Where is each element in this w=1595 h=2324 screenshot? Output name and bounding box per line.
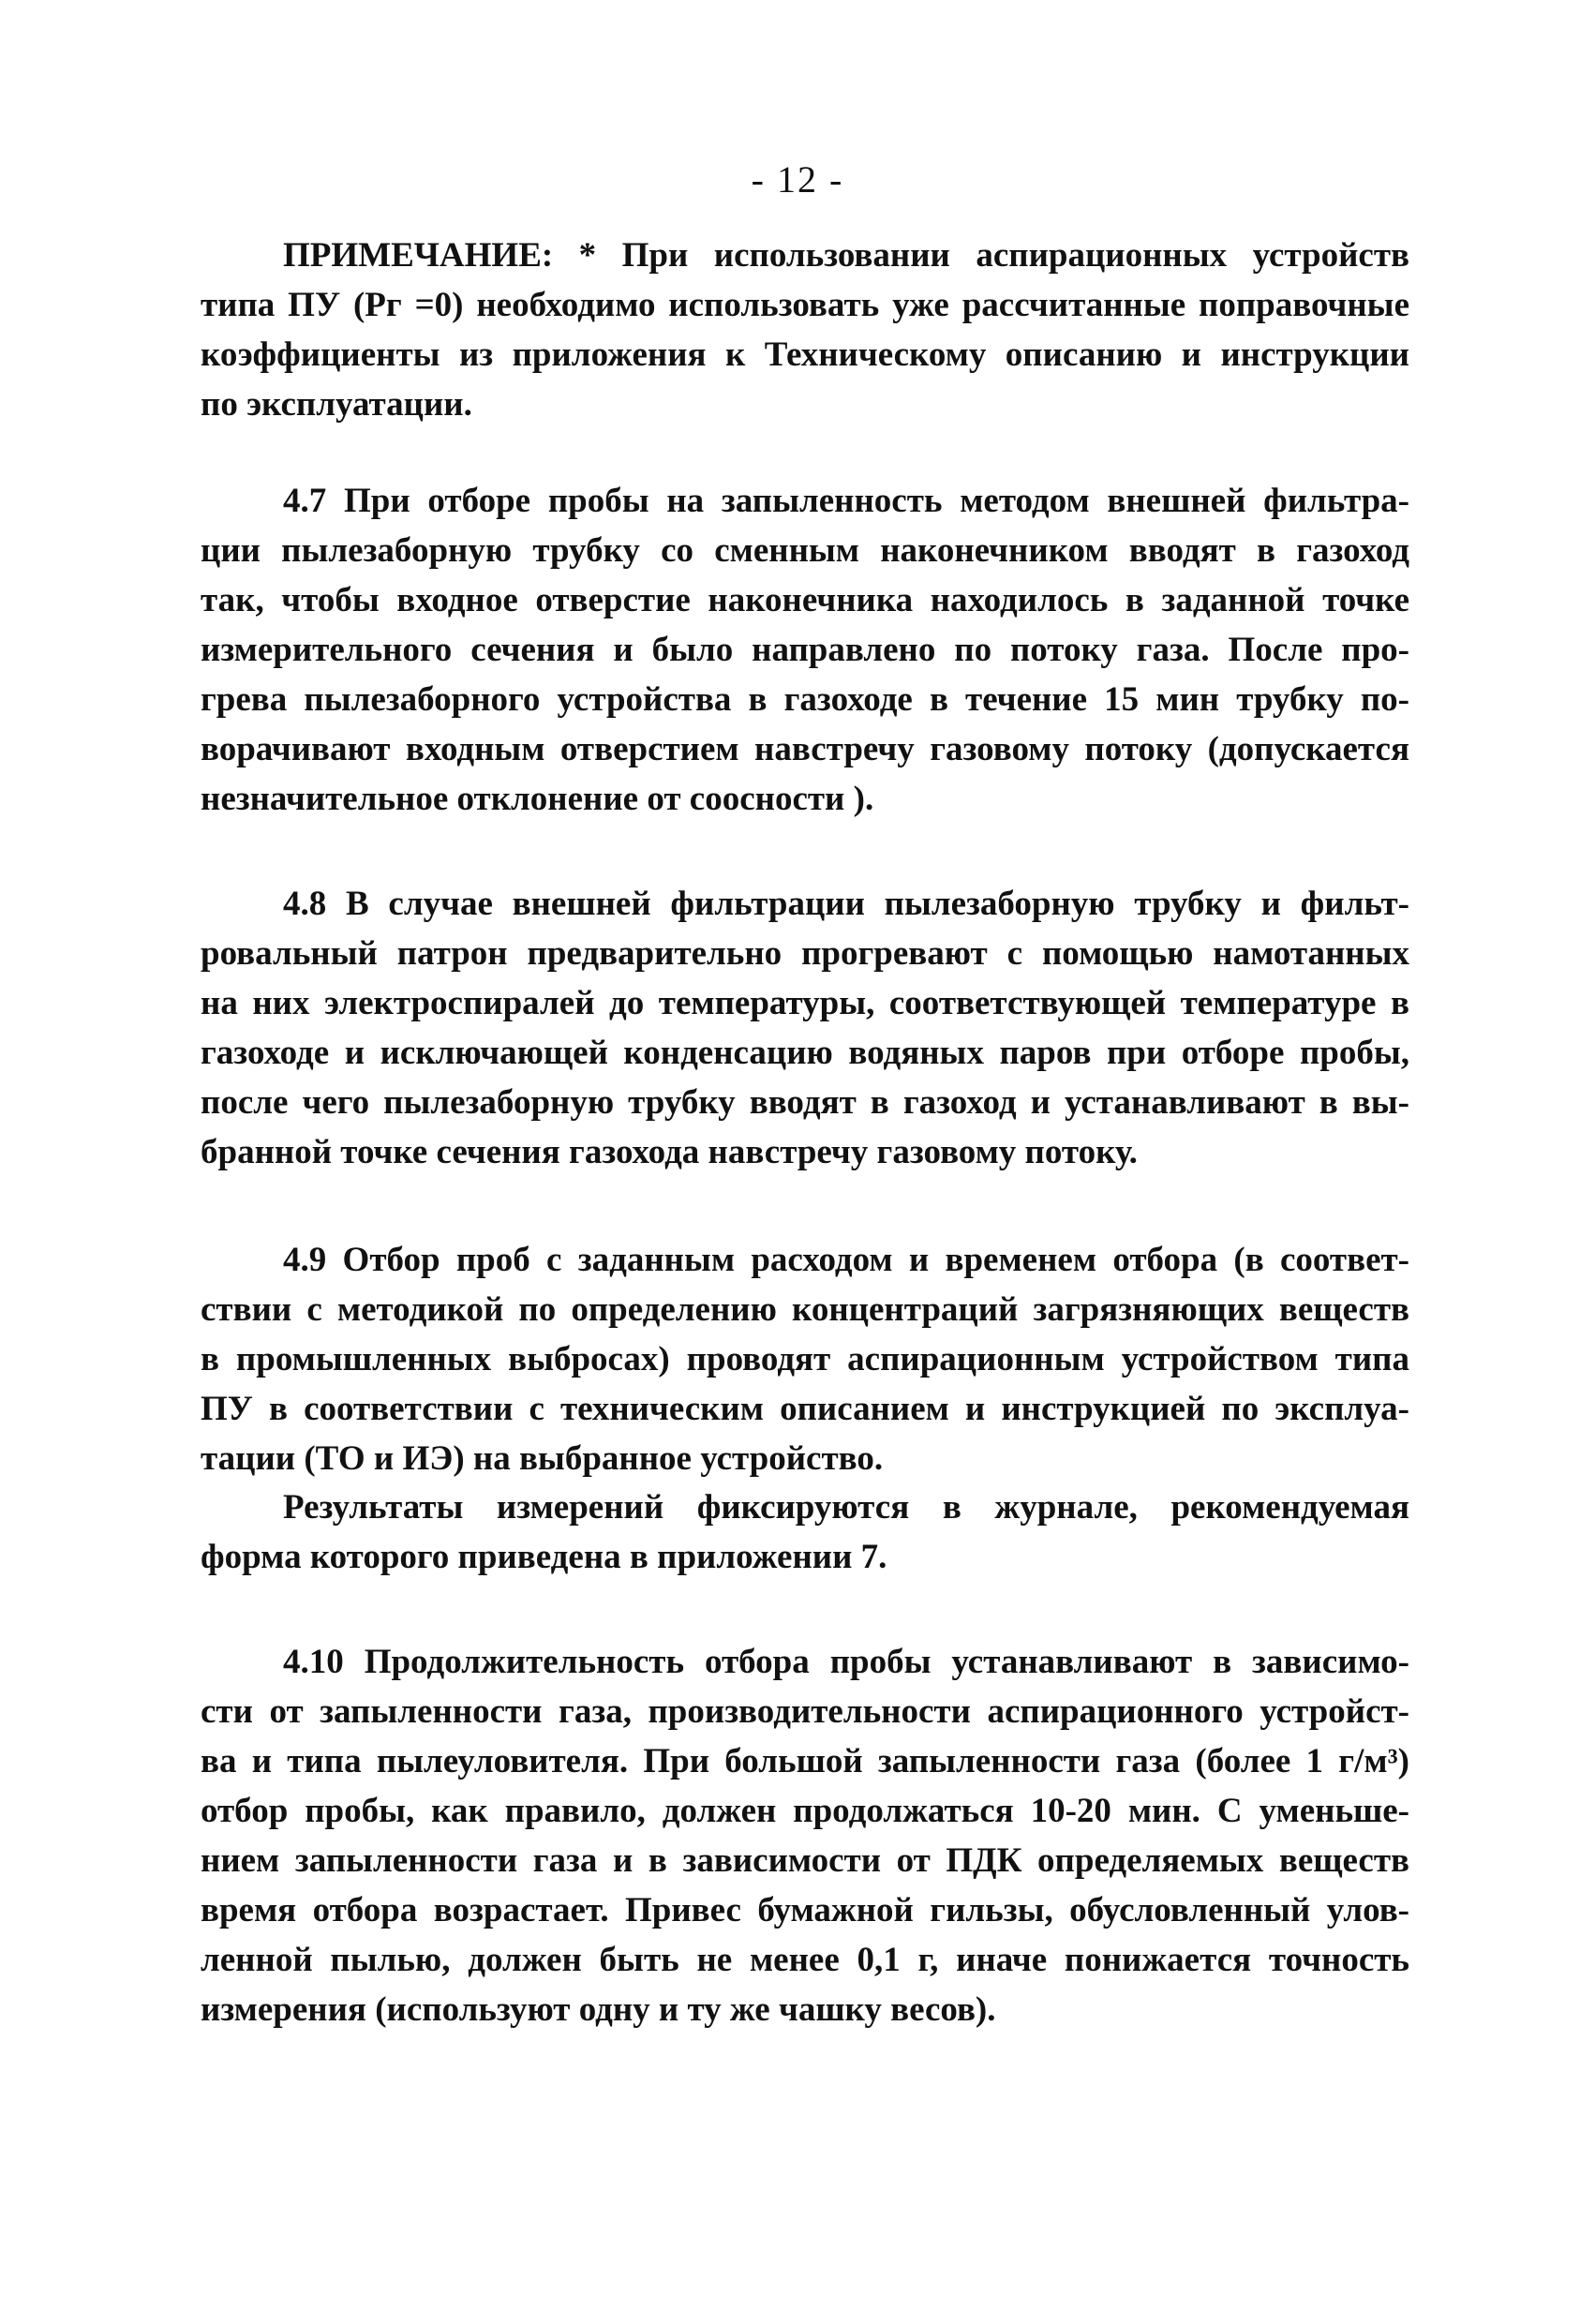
note-line: по эксплуатации. <box>201 385 472 424</box>
note-line: ПРИМЕЧАНИЕ: * При использовании аспирационных устройств <box>283 236 1409 275</box>
paragraph-line: Результаты измерений фиксируются в журнале, рекомендуемая <box>283 1488 1409 1527</box>
paragraph-line: ции пылезаборную трубку со сменным наконечником вводят в газоход <box>201 531 1409 570</box>
paragraph-line: ва и типа пылеуловителя. При большой запыленности газа (более 1 г/м³) <box>201 1742 1409 1780</box>
page-number: - 12 - <box>751 158 844 201</box>
paragraph-4-10 <box>201 1637 1409 2034</box>
note-paragraph <box>201 231 1409 429</box>
paragraph-line: 4.8 В случае внешней фильтрации пылезаборную трубку и фильт- <box>283 885 1409 923</box>
paragraph-line: форма которого приведена в приложении 7. <box>201 1538 887 1576</box>
paragraph-line: время отбора возрастает. Привес бумажной гильзы, обусловленный улов- <box>201 1891 1409 1929</box>
paragraph-4-8 <box>201 879 1409 1177</box>
note-line: типа ПУ (Pг =0) необходимо использовать уже рассчитанные поправочные <box>201 286 1409 324</box>
paragraph-line: ПУ в соответствии с техническим описанием и инструкцией по эксплуа- <box>201 1390 1409 1428</box>
paragraph-line: измерения (используют одну и ту же чашку весов). <box>201 1990 996 2029</box>
paragraph-4-9 <box>201 1235 1409 1483</box>
paragraph-line: отбор пробы, как правило, должен продолжаться 10-20 мин. С уменьше- <box>201 1792 1409 1830</box>
paragraph-results <box>201 1482 1409 1582</box>
paragraph-line: бранной точке сечения газохода навстречу газовому потоку. <box>201 1133 1138 1171</box>
paragraph-line: нием запыленности газа и в зависимости от ПДК определяемых веществ <box>201 1841 1409 1880</box>
paragraph-line: сти от запыленности газа, производительности аспирационного устройст- <box>201 1692 1409 1731</box>
paragraph-line: ствии с методикой по определению концентраций загрязняющих веществ <box>201 1290 1409 1329</box>
paragraph-line: измерительного сечения и было направлено по потоку газа. После про- <box>201 631 1409 669</box>
paragraph-4-7 <box>201 476 1409 824</box>
paragraph-line: на них электроспиралей до температуры, соответствующей температуре в <box>201 984 1409 1022</box>
paragraph-line: грева пылезаборного устройства в газоходе в течение 15 мин трубку по- <box>201 680 1409 719</box>
paragraph-line: ровальный патрон предварительно прогревают с помощью намотанных <box>201 934 1409 973</box>
paragraph-line: 4.7 При отборе пробы на запыленность методом внешней фильтра- <box>283 482 1409 520</box>
paragraph-line: газоходе и исключающей конденсацию водяных паров при отборе пробы, <box>201 1034 1409 1072</box>
paragraph-line: незначительное отклонение от соосности ). <box>201 780 874 818</box>
note-line: коэффициенты из приложения к Техническому описанию и инструкции <box>201 335 1409 374</box>
paragraph-line: так, чтобы входное отверстие наконечника находилось в заданной точке <box>201 581 1409 619</box>
paragraph-line: 4.9 Отбор проб с заданным расходом и временем отбора (в соответ- <box>283 1241 1409 1279</box>
paragraph-line: ворачивают входным отверстием навстречу газовому потоку (допускается <box>201 730 1409 768</box>
paragraph-line: тации (ТО и ИЭ) на выбранное устройство. <box>201 1439 884 1478</box>
paragraph-line: в промышленных выбросах) проводят аспирационным устройством типа <box>201 1340 1409 1378</box>
paragraph-line: ленной пылью, должен быть не менее 0,1 г, иначе понижается точность <box>201 1941 1409 1979</box>
paragraph-line: 4.10 Продолжительность отбора пробы устанавливают в зависимо- <box>283 1643 1409 1681</box>
paragraph-line: после чего пылезаборную трубку вводят в газоход и устанавливают в вы- <box>201 1083 1409 1122</box>
